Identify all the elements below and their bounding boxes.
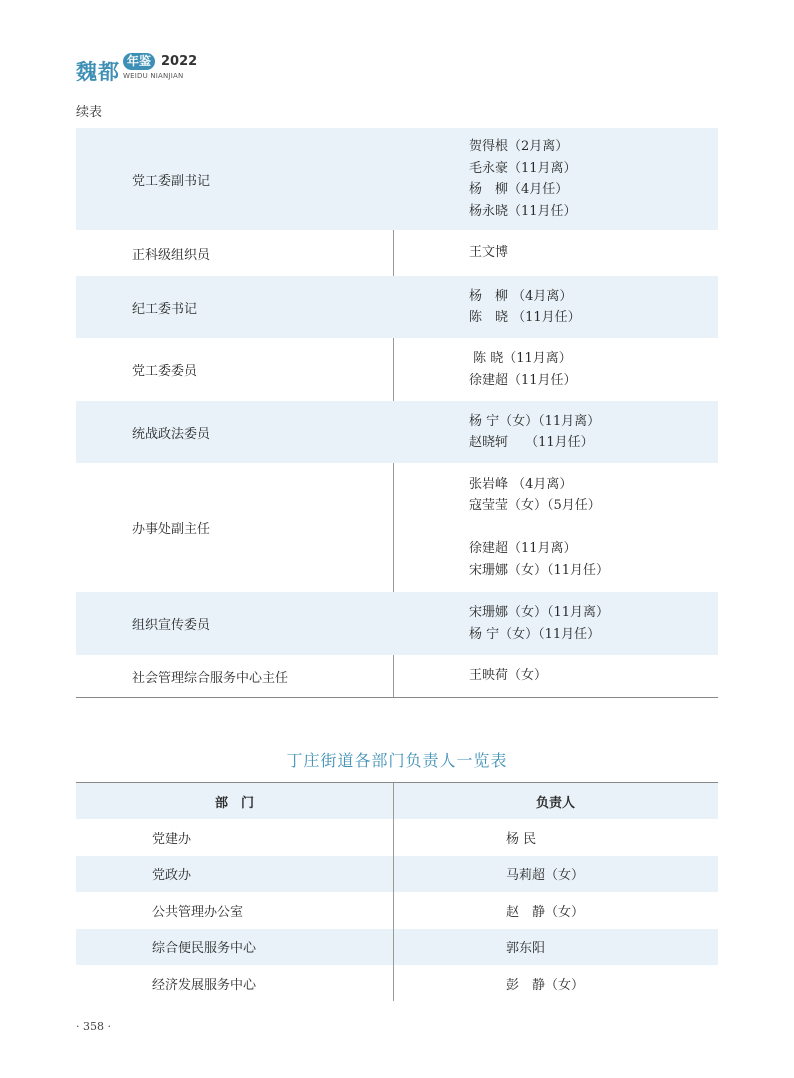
page-number: · 358 · [76, 1020, 111, 1033]
department-head: 赵 静（女） [506, 904, 585, 920]
yearbook-year: 2022 [161, 54, 198, 69]
officeholder-list [393, 401, 718, 463]
table-row [76, 463, 718, 592]
officeholder-name: 杨 宁（女）（11月任） [469, 626, 601, 642]
yearbook-logo-badge: 年鉴 [123, 53, 155, 70]
position-title: 纪工委书记 [132, 301, 198, 317]
yearbook-subtitle: WEIDU NIANJIAN [123, 72, 184, 80]
table-header-row [76, 783, 718, 819]
yearbook-header [76, 50, 276, 86]
officeholder-name: 杨永晓（11月任） [469, 203, 577, 219]
department-table [76, 782, 718, 1002]
position-title: 党工委副书记 [132, 173, 211, 189]
table-row [76, 276, 718, 338]
table-title: 丁庄街道各部门负责人一览表 [286, 751, 508, 770]
officeholder-name: 徐建超（11月离） [469, 541, 577, 557]
table-row [76, 338, 718, 401]
position-title: 组织宣传委员 [132, 618, 211, 633]
officeholder-list [393, 128, 718, 230]
position-title: 正科级组织员 [132, 247, 211, 263]
position-title: 社会管理综合服务中心主任 [132, 670, 289, 686]
officeholder-name: 宋珊娜（女）（11月离） [469, 605, 610, 620]
table-row [76, 230, 718, 276]
department-head: 彭 静（女） [506, 977, 585, 993]
officeholder-list [393, 338, 718, 401]
officeholder-name: 杨 柳 （4月离） [469, 288, 573, 304]
officeholder-name: 陈 晓 （11月任） [469, 310, 581, 325]
table-row [76, 592, 718, 655]
department-name: 党建办 [152, 831, 192, 847]
leadership-table [76, 128, 718, 698]
officeholder-name: 贺得根（2月离） [469, 139, 569, 154]
department-name: 党政办 [152, 868, 192, 884]
department-head: 杨 民 [506, 831, 537, 847]
officeholder-name: 赵晓轲 （11月任） [469, 435, 594, 450]
officeholder-list [393, 463, 718, 592]
table-row [76, 819, 718, 856]
position-title: 党工委委员 [132, 364, 198, 379]
officeholder-name: 杨 柳（4月任） [469, 182, 569, 197]
officeholder-list [393, 230, 718, 276]
officeholder-name: 杨 宁（女）（11月离） [469, 413, 601, 429]
department-name: 公共管理办公室 [152, 904, 244, 920]
officeholder-name: 徐建超（11月任） [469, 372, 577, 388]
position-title: 办事处副主任 [132, 522, 211, 537]
officeholder-name [469, 517, 718, 539]
header-person: 负责人 [535, 795, 575, 811]
officeholder-name: 宋珊娜（女）（11月任） [469, 562, 610, 578]
header-dept: 部 门 [214, 795, 254, 811]
officeholder-name: 王文博 [469, 245, 509, 261]
officeholder-name: 毛永豪（11月离） [469, 160, 577, 176]
officeholder-name: 寇莹莹（女）（5月任） [469, 498, 601, 514]
officeholder-name: 陈 晓（11月离） [469, 351, 572, 366]
table-row [76, 965, 718, 1002]
yearbook-logo-text: 魏都 [76, 60, 120, 84]
department-name: 综合便民服务中心 [152, 941, 257, 957]
table-row [76, 892, 718, 929]
table-row [76, 856, 718, 893]
officeholder-list [393, 655, 718, 697]
table-row [76, 401, 718, 463]
continued-label: 续表 [76, 105, 103, 120]
department-head: 马莉超（女） [506, 868, 585, 884]
table-row [76, 655, 718, 697]
officeholder-list [393, 592, 718, 655]
position-title: 统战政法委员 [132, 426, 211, 442]
column-divider [393, 783, 394, 1001]
officeholder-name: 王映荷（女） [469, 668, 548, 684]
officeholder-name: 张岩峰 （4月离） [469, 476, 573, 492]
officeholder-list [393, 276, 718, 338]
table-row [76, 929, 718, 966]
department-head: 郭东阳 [506, 941, 546, 957]
table-row [76, 128, 718, 230]
department-name: 经济发展服务中心 [152, 977, 257, 993]
